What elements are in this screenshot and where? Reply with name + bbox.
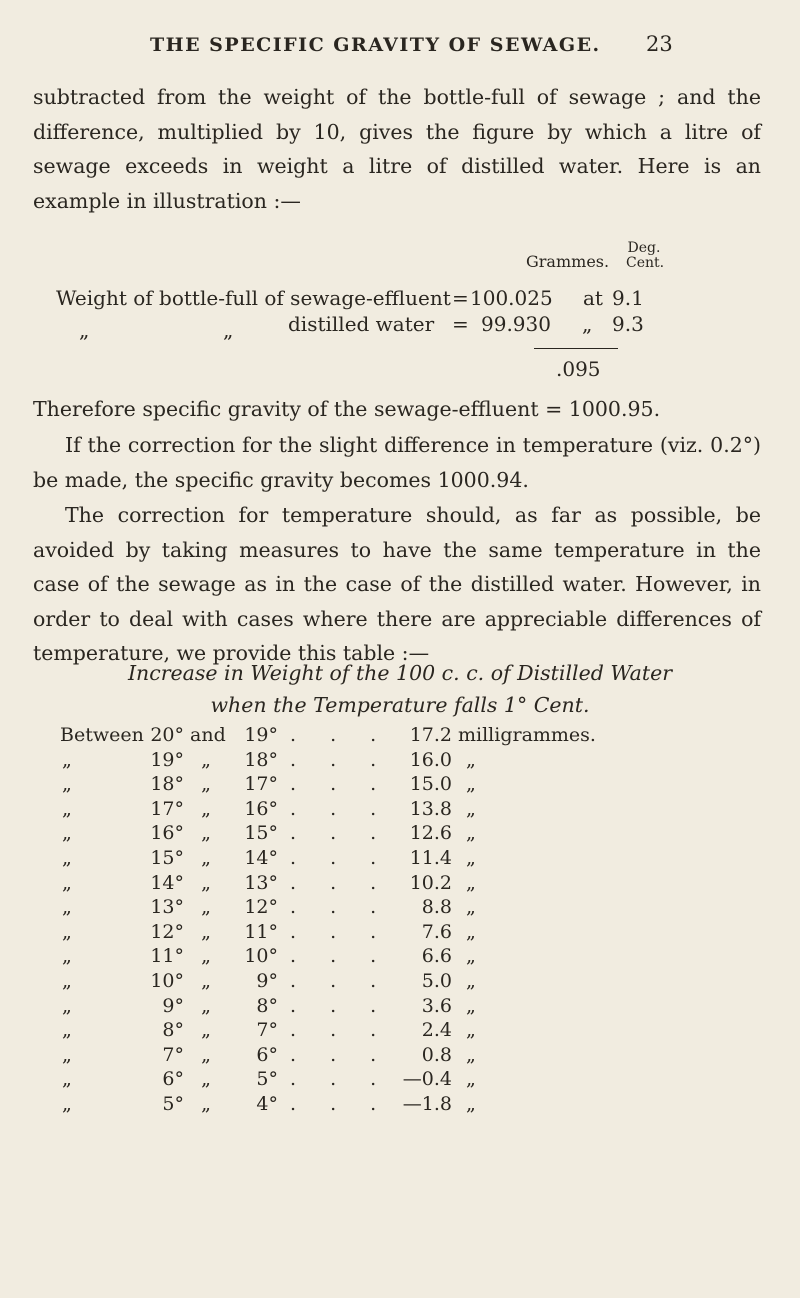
row-unit-ditto: „ xyxy=(466,1068,476,1091)
row-leader-dots: . . . xyxy=(290,724,391,746)
row-from-temp: 14° xyxy=(150,871,184,894)
row-unit-ditto: „ xyxy=(466,871,476,894)
paragraph-correction: If the correction for the slight difference in temperature (viz. 0.2°) be made, the specific gravity becomes 1000.94. xyxy=(33,433,761,492)
row-value: 6.6 xyxy=(421,945,452,968)
calc-temp-sewage: 9.1 xyxy=(612,286,644,310)
table-row xyxy=(0,921,800,945)
row-value: 11.4 xyxy=(409,847,452,869)
row-leader-dots: . . . xyxy=(290,822,391,845)
row-unit-ditto: „ xyxy=(466,1043,476,1066)
row-ditto: „ xyxy=(62,994,72,1017)
row-label-between: Between xyxy=(60,724,144,746)
calc-eq: = xyxy=(452,286,469,310)
row-ditto: „ xyxy=(62,1019,72,1042)
units-deg-line: Deg. xyxy=(627,240,661,256)
row-from-temp: 9° xyxy=(162,994,184,1017)
table-row xyxy=(0,995,800,1019)
table-row xyxy=(0,1093,800,1117)
row-ditto: „ xyxy=(62,797,72,820)
row-to-temp: 9° xyxy=(256,970,278,992)
row-leader-dots: . . . xyxy=(290,1093,391,1115)
units-cent-line: Cent. xyxy=(626,255,665,271)
table-row xyxy=(0,798,800,822)
row-value: 10.2 xyxy=(409,871,452,894)
units-grammes-label: Grammes. xyxy=(526,252,610,271)
table-row xyxy=(0,749,800,773)
row-ditto: „ xyxy=(62,1043,72,1066)
running-title: THE SPECIFIC GRAVITY OF SEWAGE. xyxy=(150,34,601,56)
row-leader-dots: . . . xyxy=(290,970,391,992)
row-from-temp: 10° xyxy=(150,970,184,992)
row-ditto: „ xyxy=(201,896,211,919)
row-ditto: „ xyxy=(62,920,72,943)
row-from-temp: 19° xyxy=(150,748,184,771)
row-ditto: „ xyxy=(62,896,72,919)
row-to-temp: 8° xyxy=(256,994,278,1017)
row-unit-ditto: „ xyxy=(466,970,476,992)
row-ditto: „ xyxy=(201,1068,211,1091)
row-ditto: „ xyxy=(62,773,72,796)
row-value: 16.0 xyxy=(409,748,452,771)
row-ditto: „ xyxy=(201,797,211,820)
row-leader-dots: . . . xyxy=(290,994,391,1017)
table-row xyxy=(0,724,800,748)
row-leader-dots: . . . xyxy=(290,797,391,820)
row-ditto: „ xyxy=(201,970,211,992)
row-ditto: „ xyxy=(201,1093,211,1115)
row-unit-ditto: „ xyxy=(466,847,476,869)
row-value: 13.8 xyxy=(409,797,452,820)
row-ditto: „ xyxy=(201,748,211,771)
table-row xyxy=(0,872,800,896)
row-ditto: „ xyxy=(62,1093,72,1115)
row-leader-dots: . . . xyxy=(290,1043,391,1066)
row-value: 15.0 xyxy=(409,773,452,796)
calc-ditto-1: „ xyxy=(79,318,90,342)
row-and: and xyxy=(190,724,226,746)
row-from-temp: 17° xyxy=(150,797,184,820)
calc-temp-distilled: 9.3 xyxy=(612,312,644,336)
calc-eq: = xyxy=(452,312,469,336)
row-ditto: „ xyxy=(201,822,211,845)
row-unit-ditto: „ xyxy=(466,896,476,919)
row-to-temp: 19° xyxy=(244,724,278,746)
table-row xyxy=(0,1019,800,1043)
row-unit-ditto: „ xyxy=(466,920,476,943)
row-from-temp: 7° xyxy=(162,1043,184,1066)
row-leader-dots: . . . xyxy=(290,847,391,869)
row-from-temp: 11° xyxy=(150,945,184,968)
row-leader-dots: . . . xyxy=(290,945,391,968)
table-title-line-1: Increase in Weight of the 100 c. c. of Distilled Water xyxy=(127,661,673,685)
row-to-temp: 13° xyxy=(244,871,278,894)
calc-label-sewage: Weight of bottle-full of sewage-effluent xyxy=(56,286,451,310)
calc-ditto-3: „ xyxy=(582,312,593,336)
row-value: 3.6 xyxy=(421,994,452,1017)
calc-at: at xyxy=(583,286,603,310)
row-ditto: „ xyxy=(62,748,72,771)
table-title-line-2: when the Temperature falls 1° Cent. xyxy=(210,693,590,717)
row-leader-dots: . . . xyxy=(290,748,391,771)
calc-value-distilled: 99.930 xyxy=(481,312,551,336)
row-to-temp: 11° xyxy=(244,920,278,943)
row-leader-dots: . . . xyxy=(290,896,391,919)
row-value: 8.8 xyxy=(421,896,452,919)
table-row xyxy=(0,847,800,871)
row-from-temp: 5° xyxy=(162,1093,184,1115)
row-value: —0.4 xyxy=(402,1068,452,1091)
row-to-temp: 5° xyxy=(256,1068,278,1091)
paragraph-specific-gravity: Therefore specific gravity of the sewage-effluent = 1000.95. xyxy=(33,397,661,421)
table-row xyxy=(0,1068,800,1092)
units-deg-cent-label xyxy=(626,240,665,271)
calc-label-distilled: distilled water xyxy=(288,312,435,336)
table-row xyxy=(0,1044,800,1068)
row-ditto: „ xyxy=(201,1043,211,1066)
row-ditto: „ xyxy=(201,847,211,869)
table-row xyxy=(0,896,800,920)
row-from-temp: 15° xyxy=(150,847,184,869)
row-value: 17.2 xyxy=(409,724,452,746)
row-value: 7.6 xyxy=(421,920,452,943)
row-unit-ditto: „ xyxy=(466,773,476,796)
row-unit-ditto: „ xyxy=(466,797,476,820)
calc-value-sewage: 100.025 xyxy=(470,286,553,310)
row-value: 0.8 xyxy=(421,1043,452,1066)
row-ditto: „ xyxy=(201,871,211,894)
row-ditto: „ xyxy=(201,773,211,796)
row-value: 12.6 xyxy=(409,822,452,845)
row-to-temp: 6° xyxy=(256,1043,278,1066)
paragraph-intro: subtracted from the weight of the bottle-full of sewage ; and the difference, multiplied by 10, gives the figure by which a litre of sewage exceeds in weight a litre of distilled water. Here is an example in illustration :— xyxy=(33,85,761,213)
subtraction-rule xyxy=(534,348,618,349)
row-leader-dots: . . . xyxy=(290,871,391,894)
row-unit: milligrammes. xyxy=(458,724,596,746)
row-from-temp: 13° xyxy=(150,896,184,919)
row-to-temp: 4° xyxy=(256,1093,278,1115)
row-from-temp: 16° xyxy=(150,822,184,845)
row-from-temp: 18° xyxy=(150,773,184,796)
row-unit-ditto: „ xyxy=(466,1093,476,1115)
row-ditto: „ xyxy=(62,970,72,992)
row-unit-ditto: „ xyxy=(466,994,476,1017)
row-ditto: „ xyxy=(62,847,72,869)
row-ditto: „ xyxy=(201,994,211,1017)
table-row xyxy=(0,773,800,797)
row-leader-dots: . . . xyxy=(290,1019,391,1042)
table-row xyxy=(0,822,800,846)
row-to-temp: 12° xyxy=(244,896,278,919)
paragraph-temperature: The correction for temperature should, as far as possible, be avoided by taking measures to have the same temperature in the case of the sewage as in the case of the distilled water. However, in order to deal with cases where there are appreciable differences of temperature, we provide this table :— xyxy=(33,503,761,665)
calc-ditto-2: „ xyxy=(223,318,234,342)
row-to-temp: 16° xyxy=(244,797,278,820)
table-row xyxy=(0,945,800,969)
row-to-temp: 14° xyxy=(244,847,278,869)
row-unit-ditto: „ xyxy=(466,1019,476,1042)
row-from-temp: 6° xyxy=(162,1068,184,1091)
row-ditto: „ xyxy=(62,945,72,968)
row-value: 5.0 xyxy=(421,970,452,992)
row-ditto: „ xyxy=(201,920,211,943)
row-leader-dots: . . . xyxy=(290,1068,391,1091)
row-ditto: „ xyxy=(201,945,211,968)
table-row xyxy=(0,970,800,994)
row-from-temp: 8° xyxy=(162,1019,184,1042)
row-ditto: „ xyxy=(62,871,72,894)
row-from-temp: 12° xyxy=(150,920,184,943)
row-ditto: „ xyxy=(62,1068,72,1091)
row-unit-ditto: „ xyxy=(466,945,476,968)
row-from-temp: 20° xyxy=(150,724,184,746)
row-value: —1.8 xyxy=(402,1093,452,1115)
row-to-temp: 18° xyxy=(244,748,278,771)
row-ditto: „ xyxy=(201,1019,211,1042)
row-leader-dots: . . . xyxy=(290,773,391,796)
row-to-temp: 17° xyxy=(244,773,278,796)
row-to-temp: 10° xyxy=(244,945,278,968)
row-value: 2.4 xyxy=(421,1019,452,1042)
row-leader-dots: . . . xyxy=(290,920,391,943)
page-number: 23 xyxy=(646,32,673,56)
row-ditto: „ xyxy=(62,822,72,845)
row-unit-ditto: „ xyxy=(466,822,476,845)
row-to-temp: 15° xyxy=(244,822,278,845)
row-to-temp: 7° xyxy=(256,1019,278,1042)
page-header xyxy=(0,30,800,70)
row-unit-ditto: „ xyxy=(466,748,476,771)
calc-difference: .095 xyxy=(556,357,601,381)
